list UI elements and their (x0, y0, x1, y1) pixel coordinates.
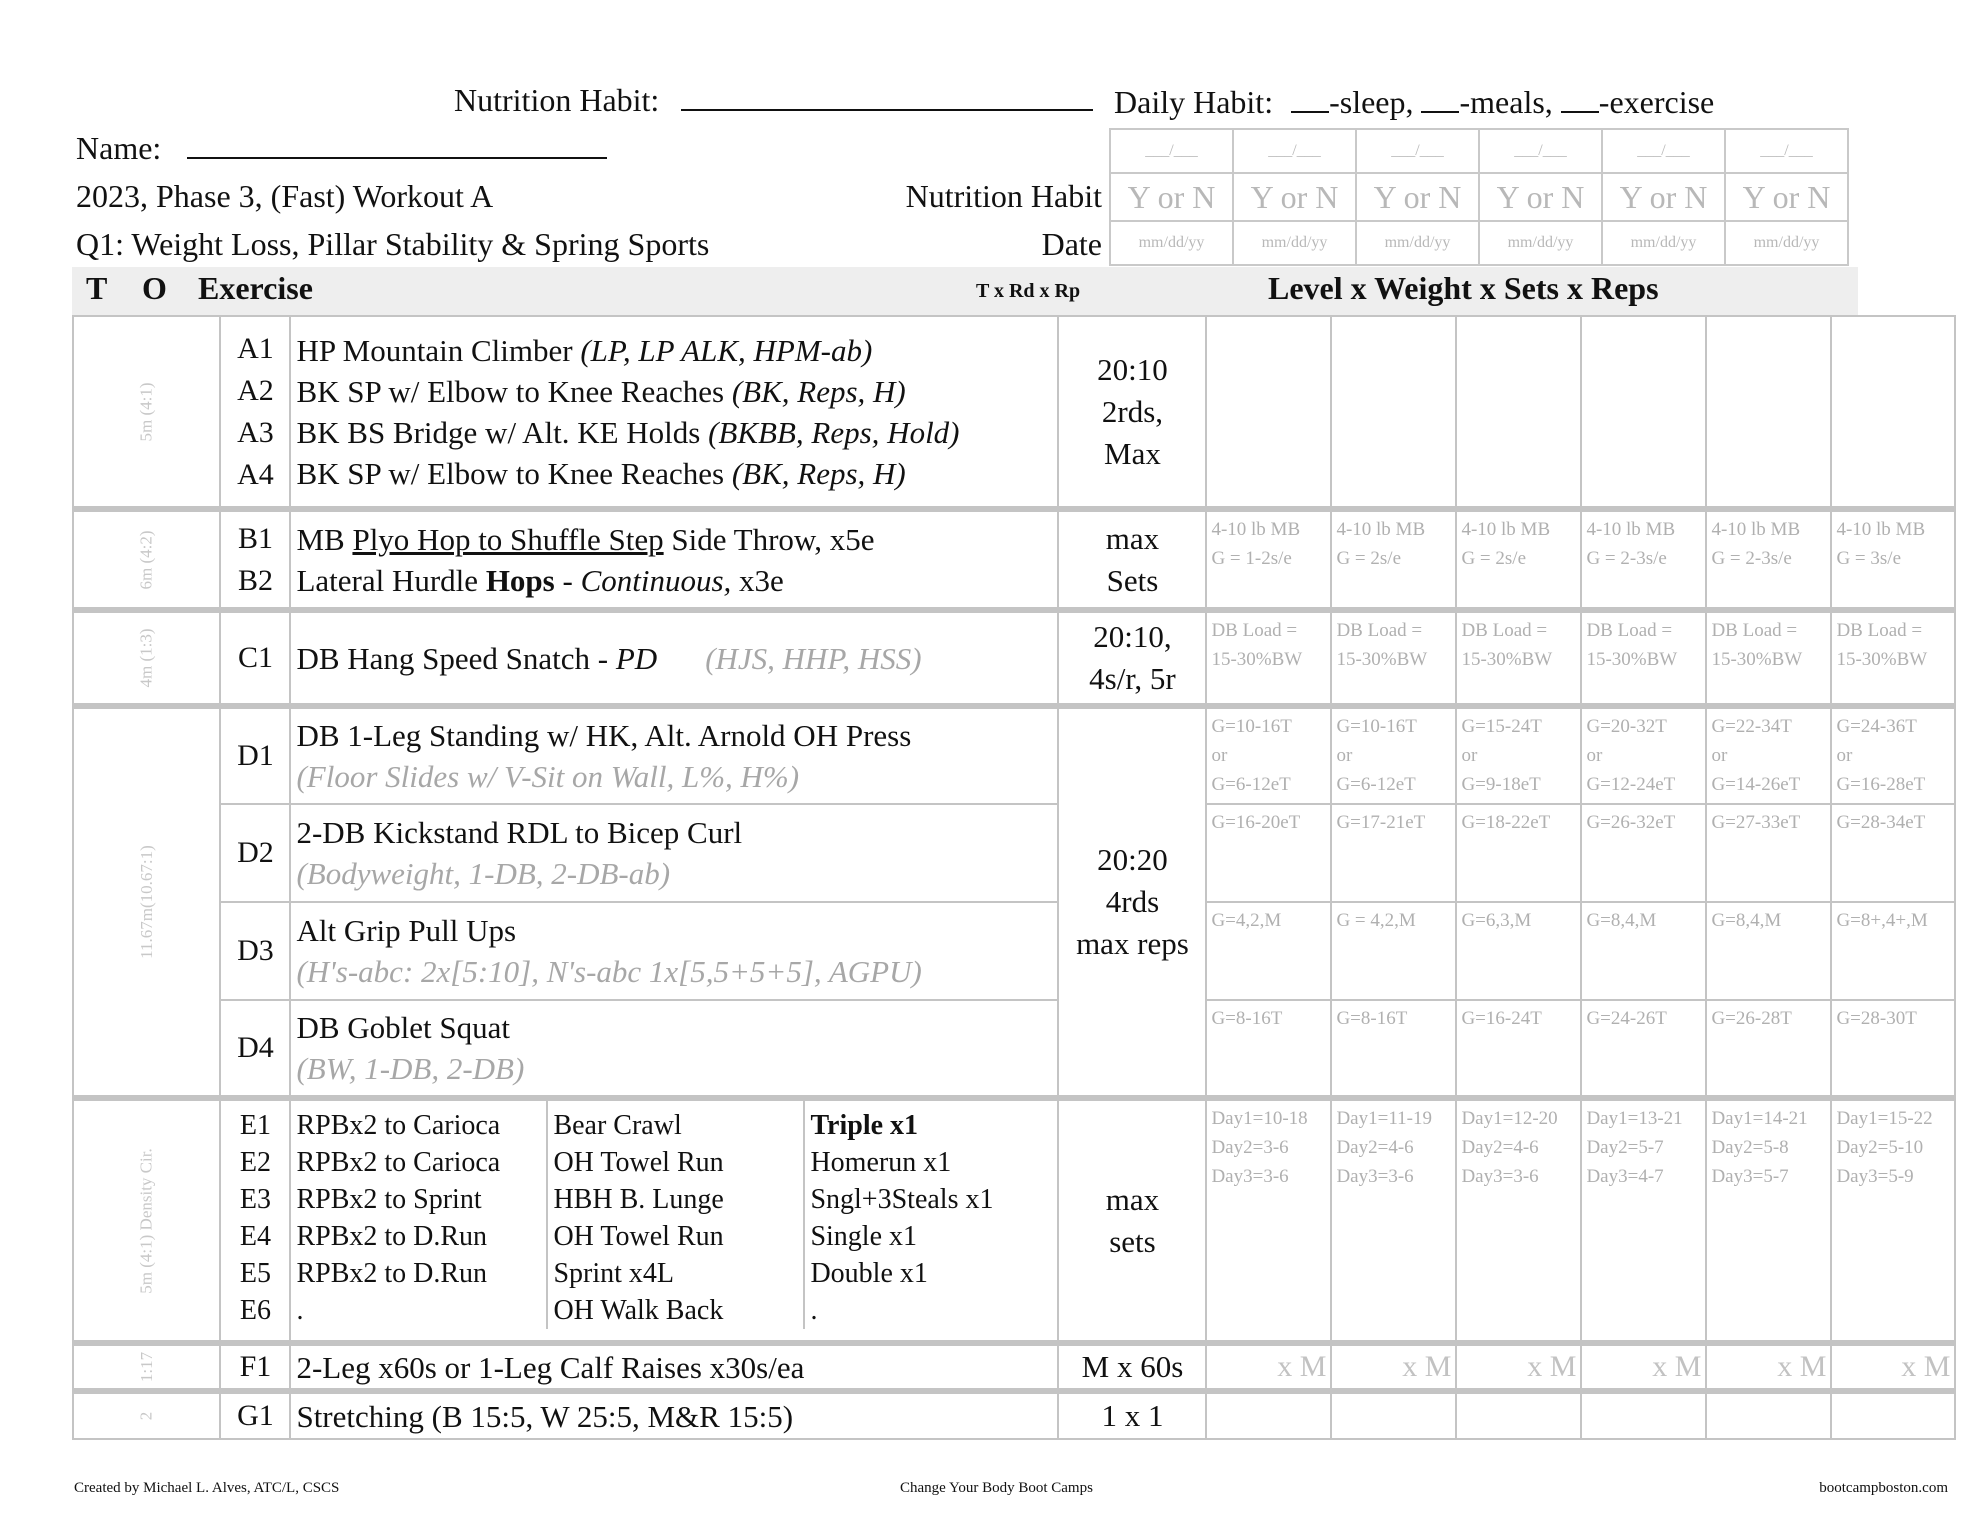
workout-table (72, 315, 1956, 1440)
order-cell (220, 316, 290, 509)
level-cell[interactable]: 4-10 lb MB G = 2-3s/e (1581, 509, 1706, 610)
level-cell[interactable]: G=10-16T or G=6-12eT (1331, 706, 1456, 804)
trp-line: max reps (1076, 926, 1189, 961)
yn-cell[interactable]: Y or N (1725, 173, 1848, 221)
exercise-e-cell (290, 1098, 1058, 1343)
level-cell[interactable]: G=8+,4+,M (1831, 902, 1955, 1000)
level-cell[interactable]: G=20-32T or G=12-24eT (1581, 706, 1706, 804)
time-cell (73, 509, 220, 610)
level-cell[interactable]: G=28-30T (1831, 1000, 1955, 1098)
exercise-name: DB 1-Leg Standing w/ HK, Alt. Arnold OH Press (296, 718, 912, 753)
exercise-bold: Hops (485, 562, 555, 598)
level-cell[interactable]: G=16-20eT (1206, 804, 1331, 902)
level-cell[interactable]: G = 4,2,M (1331, 902, 1456, 1000)
sleep-blank[interactable] (1291, 87, 1329, 113)
log-cell[interactable] (1456, 316, 1581, 509)
exercise-g1: Stretching (B 15:5, W 25:5, M&R 15:5) (290, 1391, 1058, 1439)
habit-blank-cell[interactable]: ___/___ (1479, 129, 1602, 173)
col-header-exercise: Exercise (198, 270, 313, 306)
exercise-suffix: Side Throw, x5e (663, 521, 875, 557)
col-header-trp: T x Rd x Rp (976, 280, 1081, 302)
e-col-3-list: Homerun x1 Sngl+3Steals x1 Single x1 Double x1 . (810, 1147, 994, 1326)
level-cell[interactable]: G=17-21eT (1331, 804, 1456, 902)
log-cell[interactable] (1206, 1391, 1331, 1439)
group-d3-row (73, 902, 1955, 1000)
e-codes: E1 E2 E3 E4 E5 E6 (220, 1098, 290, 1343)
level-cell[interactable]: Day1=12-20 Day2=4-6 Day3=3-6 (1456, 1098, 1581, 1343)
level-cell[interactable]: x M (1331, 1343, 1456, 1391)
code-a2: A2 (237, 373, 274, 407)
exercise-name: DB Goblet Squat (296, 1010, 511, 1045)
trp-line: Sets (1106, 562, 1159, 598)
exercise-alternatives: (BKBB, Reps, Hold) (708, 414, 960, 450)
level-cell[interactable]: 4-10 lb MB G = 2s/e (1456, 509, 1581, 610)
exercise-b1 (296, 519, 1057, 560)
level-cell[interactable]: DB Load = 15-30%BW (1581, 610, 1706, 706)
trp-line: sets (1109, 1223, 1156, 1259)
name-row (76, 130, 607, 167)
yn-cell[interactable]: Y or N (1110, 173, 1233, 221)
e-col-3 (805, 1101, 993, 1329)
trp-line: 4rds (1105, 884, 1160, 919)
level-cell[interactable]: x M (1706, 1343, 1831, 1391)
trp-line: 2rds, (1101, 393, 1164, 429)
level-cell[interactable]: G=22-34T or G=14-26eT (1706, 706, 1831, 804)
group-e-row (73, 1098, 1955, 1343)
e-col-1: RPBx2 to Carioca RPBx2 to Carioca RPBx2 to Sprint RPBx2 to D.Run RPBx2 to D.Run . (291, 1101, 548, 1329)
level-cell[interactable]: G=10-16T or G=6-12eT (1206, 706, 1331, 804)
group-c-row (73, 610, 1955, 706)
group-b-row (73, 509, 1955, 610)
level-cell[interactable]: 4-10 lb MB G = 2-3s/e (1706, 509, 1831, 610)
habit-blank-row (1110, 129, 1848, 173)
level-cell[interactable]: G=15-24T or G=9-18eT (1456, 706, 1581, 804)
time-cell (73, 610, 220, 706)
yn-cell[interactable]: Y or N (1233, 173, 1356, 221)
col-header-o: O (142, 270, 167, 306)
level-cell[interactable]: 4-10 lb MB G = 1-2s/e (1206, 509, 1331, 610)
code-f1: F1 (220, 1343, 290, 1391)
code-d4: D4 (220, 1000, 290, 1098)
time-cell (73, 316, 220, 509)
level-cell[interactable]: G=16-24T (1456, 1000, 1581, 1098)
date-cell[interactable]: mm/dd/yy (1479, 221, 1602, 265)
exercise-blank[interactable] (1561, 87, 1599, 113)
exercise-b2 (296, 560, 1057, 601)
log-cell[interactable] (1831, 1391, 1955, 1439)
footer-brand: Change Your Body Boot Camps (900, 1480, 1093, 1496)
trp-cell (1058, 610, 1206, 706)
exercise-alternatives: (LP, LP ALK, HPM-ab) (580, 332, 873, 368)
level-cell[interactable]: G=26-28T (1706, 1000, 1831, 1098)
exercise-c1 (290, 610, 1058, 706)
exercise-cell (290, 509, 1058, 610)
nutrition-habit-heading (454, 82, 1093, 119)
trp-cell (1058, 509, 1206, 610)
trp-line: 20:20 (1097, 842, 1168, 877)
habit-blank-cell[interactable]: ___/___ (1725, 129, 1848, 173)
level-cell[interactable]: G=27-33eT (1706, 804, 1831, 902)
level-cell[interactable]: x M (1456, 1343, 1581, 1391)
trp-line: 20:10, (1093, 619, 1172, 654)
yn-cell[interactable]: Y or N (1479, 173, 1602, 221)
level-cell[interactable]: DB Load = 15-30%BW (1706, 610, 1831, 706)
exercise-f1: 2-Leg x60s or 1-Leg Calf Raises x30s/ea (290, 1343, 1058, 1391)
daily-habit-heading (1114, 84, 1714, 121)
trp-cell: M x 60s (1058, 1343, 1206, 1391)
exercise-cell (290, 316, 1058, 509)
level-cell[interactable]: G=8-16T (1331, 1000, 1456, 1098)
name-label: Name: (76, 130, 162, 166)
level-cell[interactable]: G=6,3,M (1456, 902, 1581, 1000)
level-cell[interactable]: 4-10 lb MB G = 3s/e (1831, 509, 1955, 610)
code-a3: A3 (237, 415, 274, 449)
e-col-3-head: Triple x1 (810, 1110, 919, 1141)
exercise-italic: PD (615, 640, 658, 676)
date-cell[interactable]: mm/dd/yy (1356, 221, 1479, 265)
exercise-a4 (296, 453, 1057, 494)
yn-cell[interactable]: Y or N (1602, 173, 1725, 221)
group-c-time: 4m (1:3) (136, 628, 156, 688)
habit-blank-cell[interactable]: ___/___ (1602, 129, 1725, 173)
name-field[interactable] (187, 131, 607, 159)
exercise-alternatives: (Bodyweight, 1-DB, 2-DB-ab) (296, 856, 671, 891)
code-b2: B2 (237, 563, 273, 597)
level-cell[interactable]: G=8-16T (1206, 1000, 1331, 1098)
quarter-title: Q1: Weight Loss, Pillar Stability & Spring Sports (76, 226, 710, 262)
level-cell[interactable]: DB Load = 15-30%BW (1331, 610, 1456, 706)
nutrition-habit-label: Nutrition Habit: (454, 82, 660, 118)
time-cell (73, 1391, 220, 1439)
exercise-d4 (290, 1000, 1058, 1098)
level-cell[interactable]: G=4,2,M (1206, 902, 1331, 1000)
group-g-time: 2 (136, 1411, 156, 1421)
time-cell (73, 1098, 220, 1343)
footer-credit: Created by Michael L. Alves, ATC/L, CSCS (74, 1480, 340, 1496)
exercise-d3 (290, 902, 1058, 1000)
trp-cell (1058, 1098, 1206, 1343)
workout-title: 2023, Phase 3, (Fast) Workout A (76, 178, 494, 214)
habit-tracking-grid (1109, 128, 1849, 266)
exercise-d1 (290, 706, 1058, 804)
level-cell[interactable]: G=26-32eT (1581, 804, 1706, 902)
date-row-label: Date (1041, 226, 1102, 262)
log-cell[interactable] (1706, 316, 1831, 509)
level-cell[interactable]: G=24-26T (1581, 1000, 1706, 1098)
date-cell[interactable]: mm/dd/yy (1110, 221, 1233, 265)
level-cell[interactable]: G=8,4,M (1706, 902, 1831, 1000)
level-cell[interactable]: Day1=10-18 Day2=3-6 Day3=3-6 (1206, 1098, 1331, 1343)
code-b1: B1 (237, 521, 273, 555)
order-cell (220, 509, 290, 610)
e-columns (291, 1101, 1057, 1329)
meals-label: -meals, (1459, 84, 1553, 120)
trp-line: max (1105, 1181, 1160, 1217)
level-cell[interactable]: DB Load = 15-30%BW (1456, 610, 1581, 706)
level-cell[interactable]: G=18-22eT (1456, 804, 1581, 902)
group-f-row (73, 1343, 1955, 1391)
exercise-dash: - (554, 562, 581, 598)
exercise-name: BK SP w/ Elbow to Knee Reaches (296, 455, 732, 491)
level-cell[interactable]: G=28-34eT (1831, 804, 1955, 902)
daily-habit-label: Daily Habit: (1114, 84, 1274, 120)
meals-blank[interactable] (1421, 87, 1459, 113)
level-cell[interactable]: DB Load = 15-30%BW (1206, 610, 1331, 706)
exercise-underlined: Plyo Hop to Shuffle Step (352, 521, 664, 557)
exercise-italic: Continuous, (580, 562, 732, 598)
nutrition-yn-row (1110, 173, 1848, 221)
level-cell[interactable]: x M (1831, 1343, 1955, 1391)
nutrition-habit-blank[interactable] (681, 83, 1093, 111)
log-cell[interactable] (1331, 1391, 1456, 1439)
date-cell[interactable]: mm/dd/yy (1233, 221, 1356, 265)
trp-line: max (1105, 520, 1160, 556)
group-d4-row (73, 1000, 1955, 1098)
date-cell[interactable]: mm/dd/yy (1725, 221, 1848, 265)
exercise-label: -exercise (1598, 84, 1715, 120)
level-cell[interactable]: Day1=15-22 Day2=5-10 Day3=5-9 (1831, 1098, 1955, 1343)
exercise-name: HP Mountain Climber (296, 332, 581, 368)
group-a-row (73, 316, 1955, 509)
log-cell[interactable] (1206, 316, 1331, 509)
nutrition-habit-row-label: Nutrition Habit (905, 178, 1102, 214)
group-e-time: 5m (4:1) Density Cir. (136, 1147, 156, 1294)
exercise-alternatives: (BW, 1-DB, 2-DB) (296, 1051, 525, 1086)
group-f-time: 1:17 (136, 1351, 156, 1383)
exercise-alternatives: (BK, Reps, H) (731, 455, 906, 491)
habit-blank-cell[interactable]: ___/___ (1356, 129, 1479, 173)
log-cell[interactable] (1581, 1391, 1706, 1439)
exercise-alternatives: (HJS, HHP, HSS) (705, 640, 922, 676)
trp-cell: 1 x 1 (1058, 1391, 1206, 1439)
exercise-a3 (296, 412, 1057, 453)
exercise-alternatives: (BK, Reps, H) (731, 373, 906, 409)
code-g1: G1 (220, 1391, 290, 1439)
time-cell (73, 1343, 220, 1391)
exercise-name: BK SP w/ Elbow to Knee Reaches (296, 373, 732, 409)
log-cell[interactable] (1331, 316, 1456, 509)
level-cell[interactable]: x M (1581, 1343, 1706, 1391)
group-d-time: 11.67m(10.67:1) (136, 845, 156, 959)
code-a1: A1 (237, 331, 274, 365)
level-cell[interactable]: DB Load = 15-30%BW (1831, 610, 1955, 706)
col-header-level: Level x Weight x Sets x Reps (1268, 270, 1659, 306)
exercise-prefix: MB (296, 521, 353, 557)
level-cell[interactable]: Day1=13-21 Day2=5-7 Day3=4-7 (1581, 1098, 1706, 1343)
time-cell (73, 706, 220, 1098)
exercise-name: Alt Grip Pull Ups (296, 913, 517, 948)
level-cell[interactable]: 4-10 lb MB G = 2s/e (1331, 509, 1456, 610)
habit-blank-cell[interactable]: ___/___ (1233, 129, 1356, 173)
exercise-prefix: Lateral Hurdle (296, 562, 486, 598)
exercise-alternatives: (Floor Slides w/ V-Sit on Wall, L%, H%) (296, 759, 800, 794)
level-cell[interactable]: Day1=14-21 Day2=5-8 Day3=5-7 (1706, 1098, 1831, 1343)
log-cell[interactable] (1456, 1391, 1581, 1439)
log-cell[interactable] (1831, 316, 1955, 509)
code-d1: D1 (220, 706, 290, 804)
trp-cell (1058, 706, 1206, 1098)
group-d2-row (73, 804, 1955, 902)
log-cell[interactable] (1581, 316, 1706, 509)
exercise-alternatives: (H's-abc: 2x[5:10], N's-abc 1x[5,5+5+5], AGPU) (296, 954, 922, 989)
exercise-name: 2-DB Kickstand RDL to Bicep Curl (296, 815, 743, 850)
trp-line: 4s/r, 5r (1089, 661, 1176, 696)
exercise-d2 (290, 804, 1058, 902)
date-row (1110, 221, 1848, 265)
exercise-a1 (296, 330, 1057, 371)
code-d2: D2 (220, 804, 290, 902)
code-d3: D3 (220, 902, 290, 1000)
habit-blank-cell[interactable]: ___/___ (1110, 129, 1233, 173)
footer-website[interactable]: bootcampboston.com (1819, 1480, 1948, 1496)
sleep-label: -sleep, (1329, 84, 1414, 120)
trp-line: 20:10 (1097, 351, 1168, 387)
col-header-t: T (86, 270, 108, 306)
exercise-name: BK BS Bridge w/ Alt. KE Holds (296, 414, 709, 450)
level-cell[interactable]: G=24-36T or G=16-28eT (1831, 706, 1955, 804)
level-cell[interactable]: x M (1206, 1343, 1331, 1391)
group-g-row (73, 1391, 1955, 1439)
exercise-suffix: x3e (731, 562, 784, 598)
trp-cell (1058, 316, 1206, 509)
e-col-2: Bear Crawl OH Towel Run HBH B. Lunge OH Towel Run Sprint x4L OH Walk Back (548, 1101, 805, 1329)
level-cell[interactable]: Day1=11-19 Day2=4-6 Day3=3-6 (1331, 1098, 1456, 1343)
exercise-a2 (296, 371, 1057, 412)
trp-line: Max (1104, 435, 1161, 471)
date-cell[interactable]: mm/dd/yy (1602, 221, 1725, 265)
code-c1: C1 (220, 610, 290, 706)
exercise-name: DB Hang Speed Snatch - (296, 640, 616, 676)
group-a-time: 5m (4:1) (136, 381, 156, 442)
log-cell[interactable] (1706, 1391, 1831, 1439)
group-b-time: 6m (4:2) (136, 529, 156, 590)
code-a4: A4 (237, 457, 274, 491)
yn-cell[interactable]: Y or N (1356, 173, 1479, 221)
group-d1-row (73, 706, 1955, 804)
level-cell[interactable]: G=8,4,M (1581, 902, 1706, 1000)
